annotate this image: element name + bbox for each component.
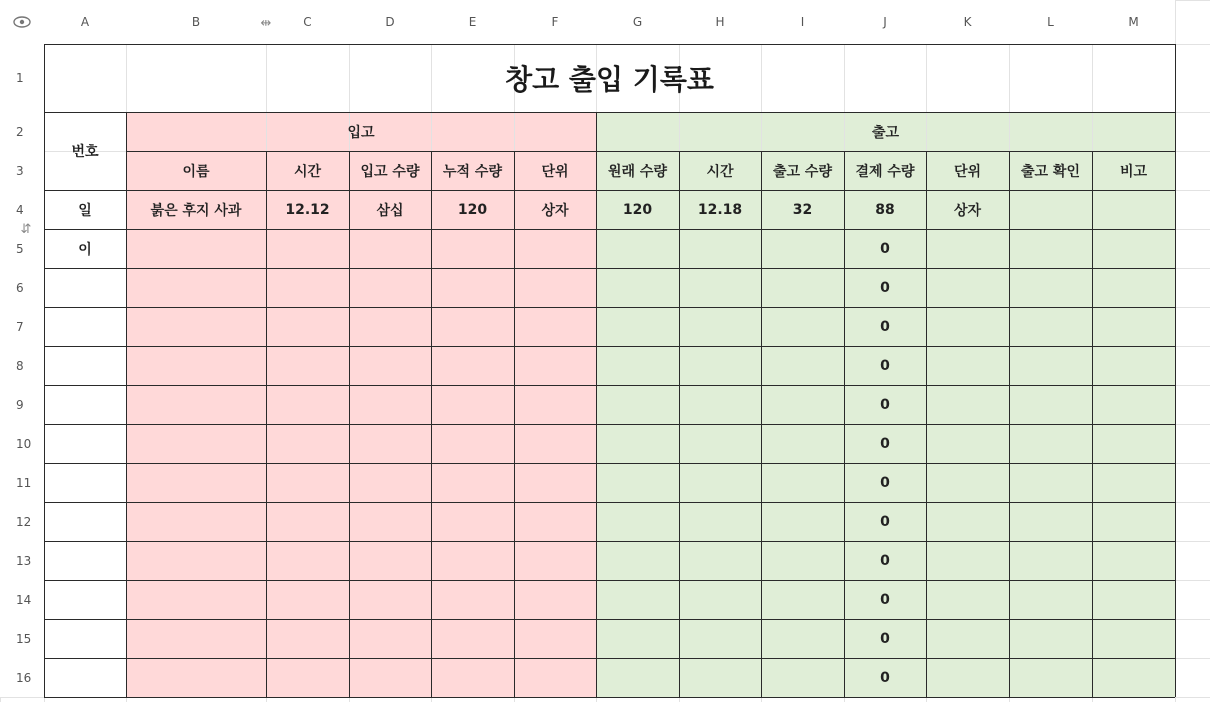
header-9[interactable]: 결제 수량	[855, 163, 915, 180]
cell-a7[interactable]	[44, 307, 126, 346]
sheet-title[interactable]: 창고 출입 기록표	[505, 63, 714, 96]
cell-a6[interactable]	[44, 268, 126, 307]
cell-h9[interactable]	[679, 385, 761, 424]
cell-border	[431, 151, 432, 697]
header-1[interactable]: 이름	[182, 163, 210, 180]
column-header-l[interactable]: L	[1009, 0, 1092, 44]
cell-c9[interactable]	[266, 385, 349, 424]
cell-b4[interactable]: 붉은 후지 사과	[150, 202, 242, 219]
cell-f13[interactable]	[514, 541, 596, 580]
cell-a13[interactable]	[44, 541, 126, 580]
row-header-5[interactable]: 5	[0, 229, 44, 268]
cell-a12[interactable]	[44, 502, 126, 541]
cell-border	[44, 502, 1175, 503]
cell-l9[interactable]	[1009, 385, 1092, 424]
cell-border	[44, 346, 1175, 347]
cell-c16[interactable]	[266, 658, 349, 697]
header-2[interactable]: 시간	[293, 163, 322, 180]
cell-d16[interactable]	[349, 658, 431, 697]
cell-l8[interactable]	[1009, 346, 1092, 385]
cell-border	[44, 307, 1175, 308]
cell-d9[interactable]	[349, 385, 431, 424]
cell-a5[interactable]: 이	[78, 241, 92, 258]
cell-j14[interactable]: 0	[880, 591, 890, 608]
cell-b10[interactable]	[126, 424, 266, 463]
cell-d14[interactable]	[349, 580, 431, 619]
cell-border	[844, 151, 845, 697]
cell-m7[interactable]	[1092, 307, 1175, 346]
cell-m4[interactable]	[1092, 190, 1175, 229]
cell-e7[interactable]	[431, 307, 514, 346]
cell-h4[interactable]: 12.18	[697, 201, 743, 218]
cell-f15[interactable]	[514, 619, 596, 658]
cell-e5[interactable]	[431, 229, 514, 268]
row-header-7[interactable]: 7	[0, 307, 44, 346]
row-resize-handle[interactable]: ⇵	[20, 221, 32, 237]
cell-border	[44, 190, 1175, 191]
cell-k6[interactable]	[926, 268, 1009, 307]
column-header-b[interactable]: B	[126, 0, 266, 44]
cell-m16[interactable]	[1092, 658, 1175, 697]
inbound-header[interactable]: 입고	[347, 124, 375, 141]
cell-g10[interactable]	[596, 424, 679, 463]
cell-h10[interactable]	[679, 424, 761, 463]
cell-h16[interactable]	[679, 658, 761, 697]
row-header-12[interactable]: 12	[0, 502, 44, 541]
cell-h6[interactable]	[679, 268, 761, 307]
cell-a9[interactable]	[44, 385, 126, 424]
cell-f7[interactable]	[514, 307, 596, 346]
cell-l4[interactable]	[1009, 190, 1092, 229]
header-7[interactable]: 시간	[706, 163, 734, 180]
cell-border	[44, 424, 1175, 425]
cell-c11[interactable]	[266, 463, 349, 502]
cell-border	[44, 658, 1175, 659]
cell-b13[interactable]	[126, 541, 266, 580]
cell-j7[interactable]: 0	[880, 318, 890, 335]
cell-border	[44, 44, 45, 697]
cell-border	[596, 112, 597, 697]
cell-b14[interactable]	[126, 580, 266, 619]
cell-e13[interactable]	[431, 541, 514, 580]
cell-e16[interactable]	[431, 658, 514, 697]
cell-i16[interactable]	[761, 658, 844, 697]
cell-b5[interactable]	[126, 229, 266, 268]
cell-l10[interactable]	[1009, 424, 1092, 463]
view-toggle-icon[interactable]	[0, 0, 44, 44]
cell-border	[1009, 151, 1010, 697]
cell-i9[interactable]	[761, 385, 844, 424]
outbound-header[interactable]: 출고	[871, 124, 900, 141]
cell-k7[interactable]	[926, 307, 1009, 346]
cell-g12[interactable]	[596, 502, 679, 541]
row-header-11[interactable]: 11	[0, 463, 44, 502]
cell-c13[interactable]	[266, 541, 349, 580]
cell-k12[interactable]	[926, 502, 1009, 541]
cell-border	[349, 151, 350, 697]
header-8[interactable]: 출고 수량	[773, 163, 832, 180]
cell-g4[interactable]: 120	[622, 201, 653, 218]
cell-b12[interactable]	[126, 502, 266, 541]
cell-g8[interactable]	[596, 346, 679, 385]
column-header-h[interactable]: H	[679, 0, 761, 44]
cell-m15[interactable]	[1092, 619, 1175, 658]
cell-i10[interactable]	[761, 424, 844, 463]
cell-h11[interactable]	[679, 463, 761, 502]
cell-j6[interactable]: 0	[880, 279, 890, 296]
cell-l13[interactable]	[1009, 541, 1092, 580]
cell-g13[interactable]	[596, 541, 679, 580]
cell-border	[266, 151, 267, 697]
cell-c7[interactable]	[266, 307, 349, 346]
cell-d8[interactable]	[349, 346, 431, 385]
cell-b11[interactable]	[126, 463, 266, 502]
cell-k5[interactable]	[926, 229, 1009, 268]
cell-e14[interactable]	[431, 580, 514, 619]
cell-h7[interactable]	[679, 307, 761, 346]
cell-border	[44, 619, 1175, 620]
cell-k15[interactable]	[926, 619, 1009, 658]
cell-b7[interactable]	[126, 307, 266, 346]
cell-f12[interactable]	[514, 502, 596, 541]
cell-border	[126, 112, 127, 697]
cell-h5[interactable]	[679, 229, 761, 268]
cell-k4[interactable]: 상자	[953, 202, 982, 219]
cell-m10[interactable]	[1092, 424, 1175, 463]
cell-d11[interactable]	[349, 463, 431, 502]
cell-f4[interactable]: 상자	[541, 202, 569, 219]
cell-k16[interactable]	[926, 658, 1009, 697]
cell-a8[interactable]	[44, 346, 126, 385]
cell-d6[interactable]	[349, 268, 431, 307]
cell-border	[44, 541, 1175, 542]
cell-k13[interactable]	[926, 541, 1009, 580]
cell-l14[interactable]	[1009, 580, 1092, 619]
cell-f8[interactable]	[514, 346, 596, 385]
cell-i11[interactable]	[761, 463, 844, 502]
cell-f5[interactable]	[514, 229, 596, 268]
cell-m13[interactable]	[1092, 541, 1175, 580]
cell-b16[interactable]	[126, 658, 266, 697]
cell-i7[interactable]	[761, 307, 844, 346]
cell-j12[interactable]: 0	[880, 513, 890, 530]
cell-e9[interactable]	[431, 385, 514, 424]
cell-border	[761, 151, 762, 697]
cell-k14[interactable]	[926, 580, 1009, 619]
header-5[interactable]: 단위	[541, 163, 569, 180]
header-4[interactable]: 누적 수량	[443, 163, 502, 180]
cell-e8[interactable]	[431, 346, 514, 385]
column-resize-handle[interactable]: ⇹	[260, 15, 272, 31]
cell-c14[interactable]	[266, 580, 349, 619]
cell-d4[interactable]: 삼십	[376, 202, 404, 219]
cell-d10[interactable]	[349, 424, 431, 463]
cell-d5[interactable]	[349, 229, 431, 268]
cell-e15[interactable]	[431, 619, 514, 658]
cell-g15[interactable]	[596, 619, 679, 658]
column-header-g[interactable]: G	[596, 0, 679, 44]
cell-a16[interactable]	[44, 658, 126, 697]
row-header-6[interactable]: 6	[0, 268, 44, 307]
row-header-16[interactable]: 16	[0, 658, 44, 697]
cell-b9[interactable]	[126, 385, 266, 424]
cell-a11[interactable]	[44, 463, 126, 502]
cell-e10[interactable]	[431, 424, 514, 463]
cell-g16[interactable]	[596, 658, 679, 697]
cell-h12[interactable]	[679, 502, 761, 541]
cell-m5[interactable]	[1092, 229, 1175, 268]
row-header-10[interactable]: 10	[0, 424, 44, 463]
cell-i8[interactable]	[761, 346, 844, 385]
cell-h13[interactable]	[679, 541, 761, 580]
column-header-k[interactable]: K	[926, 0, 1009, 44]
cell-border	[44, 268, 1175, 269]
cell-border	[44, 385, 1175, 386]
cell-m14[interactable]	[1092, 580, 1175, 619]
cell-e6[interactable]	[431, 268, 514, 307]
cell-f14[interactable]	[514, 580, 596, 619]
cell-border	[1175, 44, 1176, 697]
column-header-i[interactable]: I	[761, 0, 844, 44]
row-header-1[interactable]: 1	[0, 44, 44, 112]
cell-l6[interactable]	[1009, 268, 1092, 307]
cell-border	[44, 229, 1175, 230]
cell-g9[interactable]	[596, 385, 679, 424]
cell-c15[interactable]	[266, 619, 349, 658]
cell-h14[interactable]	[679, 580, 761, 619]
row-header-9[interactable]: 9	[0, 385, 44, 424]
column-header-a[interactable]: A	[44, 0, 126, 44]
cell-m6[interactable]	[1092, 268, 1175, 307]
cell-f6[interactable]	[514, 268, 596, 307]
cell-e4[interactable]: 120	[457, 201, 488, 218]
cell-border	[1092, 151, 1093, 697]
cell-border	[44, 697, 1175, 698]
cell-g11[interactable]	[596, 463, 679, 502]
cell-border	[679, 151, 680, 697]
row-header-15[interactable]: 15	[0, 619, 44, 658]
cell-a4[interactable]: 일	[78, 202, 92, 219]
cell-j16[interactable]: 0	[880, 669, 890, 686]
cell-e11[interactable]	[431, 463, 514, 502]
cell-g14[interactable]	[596, 580, 679, 619]
cell-j15[interactable]: 0	[880, 630, 890, 647]
cell-d15[interactable]	[349, 619, 431, 658]
cell-i5[interactable]	[761, 229, 844, 268]
cell-d7[interactable]	[349, 307, 431, 346]
cell-k8[interactable]	[926, 346, 1009, 385]
header-10[interactable]: 단위	[953, 163, 982, 180]
cell-g6[interactable]	[596, 268, 679, 307]
cell-i4[interactable]: 32	[792, 201, 813, 218]
cell-b6[interactable]	[126, 268, 266, 307]
cell-j8[interactable]: 0	[880, 357, 890, 374]
cell-j11[interactable]: 0	[880, 474, 890, 491]
cell-m9[interactable]	[1092, 385, 1175, 424]
cell-c8[interactable]	[266, 346, 349, 385]
header-6[interactable]: 원래 수량	[608, 163, 667, 180]
row-header-4[interactable]: 4	[0, 190, 44, 229]
cell-f11[interactable]	[514, 463, 596, 502]
cell-f9[interactable]	[514, 385, 596, 424]
number-header[interactable]: 번호	[71, 144, 99, 160]
column-header-d[interactable]: D	[349, 0, 431, 44]
cell-i14[interactable]	[761, 580, 844, 619]
cell-c6[interactable]	[266, 268, 349, 307]
cell-b8[interactable]	[126, 346, 266, 385]
cell-i6[interactable]	[761, 268, 844, 307]
cell-border	[126, 151, 1175, 152]
cell-k9[interactable]	[926, 385, 1009, 424]
cell-g7[interactable]	[596, 307, 679, 346]
cell-c12[interactable]	[266, 502, 349, 541]
cell-border	[514, 151, 515, 697]
cell-j4[interactable]: 88	[875, 201, 895, 218]
cell-d12[interactable]	[349, 502, 431, 541]
cell-e12[interactable]	[431, 502, 514, 541]
cell-c5[interactable]	[266, 229, 349, 268]
cell-j10[interactable]: 0	[880, 435, 890, 452]
cell-border	[44, 44, 1175, 45]
cell-i13[interactable]	[761, 541, 844, 580]
cell-d13[interactable]	[349, 541, 431, 580]
cell-l12[interactable]	[1009, 502, 1092, 541]
cell-m8[interactable]	[1092, 346, 1175, 385]
header-12[interactable]: 비고	[1119, 163, 1148, 180]
row-header-13[interactable]: 13	[0, 541, 44, 580]
column-header-e[interactable]: E	[431, 0, 514, 44]
column-header-c[interactable]: C	[266, 0, 349, 44]
row-header-14[interactable]: 14	[0, 580, 44, 619]
column-header-j[interactable]: J	[844, 0, 926, 44]
column-header-m[interactable]: M	[1092, 0, 1175, 44]
cell-l5[interactable]	[1009, 229, 1092, 268]
cell-k10[interactable]	[926, 424, 1009, 463]
row-header-3[interactable]: 3	[0, 151, 44, 190]
cell-k11[interactable]	[926, 463, 1009, 502]
cell-h8[interactable]	[679, 346, 761, 385]
cell-border	[44, 580, 1175, 581]
cell-i12[interactable]	[761, 502, 844, 541]
cell-c4[interactable]: 12.12	[285, 201, 330, 218]
cell-border	[44, 463, 1175, 464]
cell-g5[interactable]	[596, 229, 679, 268]
cell-a15[interactable]	[44, 619, 126, 658]
cell-l15[interactable]	[1009, 619, 1092, 658]
header-11[interactable]: 출고 확인	[1021, 163, 1080, 180]
header-3[interactable]: 입고 수량	[360, 163, 420, 180]
cell-a10[interactable]	[44, 424, 126, 463]
cell-m11[interactable]	[1092, 463, 1175, 502]
cell-f10[interactable]	[514, 424, 596, 463]
cell-border	[926, 151, 927, 697]
cell-a14[interactable]	[44, 580, 126, 619]
cell-j5[interactable]: 0	[880, 240, 890, 257]
cell-i15[interactable]	[761, 619, 844, 658]
cell-m12[interactable]	[1092, 502, 1175, 541]
cell-border	[44, 112, 1175, 113]
column-header-f[interactable]: F	[514, 0, 596, 44]
cell-h15[interactable]	[679, 619, 761, 658]
cell-l11[interactable]	[1009, 463, 1092, 502]
cell-b15[interactable]	[126, 619, 266, 658]
cell-j9[interactable]: 0	[880, 396, 890, 413]
row-header-8[interactable]: 8	[0, 346, 44, 385]
cell-c10[interactable]	[266, 424, 349, 463]
row-header-2[interactable]: 2	[0, 112, 44, 151]
cell-l7[interactable]	[1009, 307, 1092, 346]
cell-f16[interactable]	[514, 658, 596, 697]
cell-l16[interactable]	[1009, 658, 1092, 697]
cell-j13[interactable]: 0	[880, 552, 890, 569]
